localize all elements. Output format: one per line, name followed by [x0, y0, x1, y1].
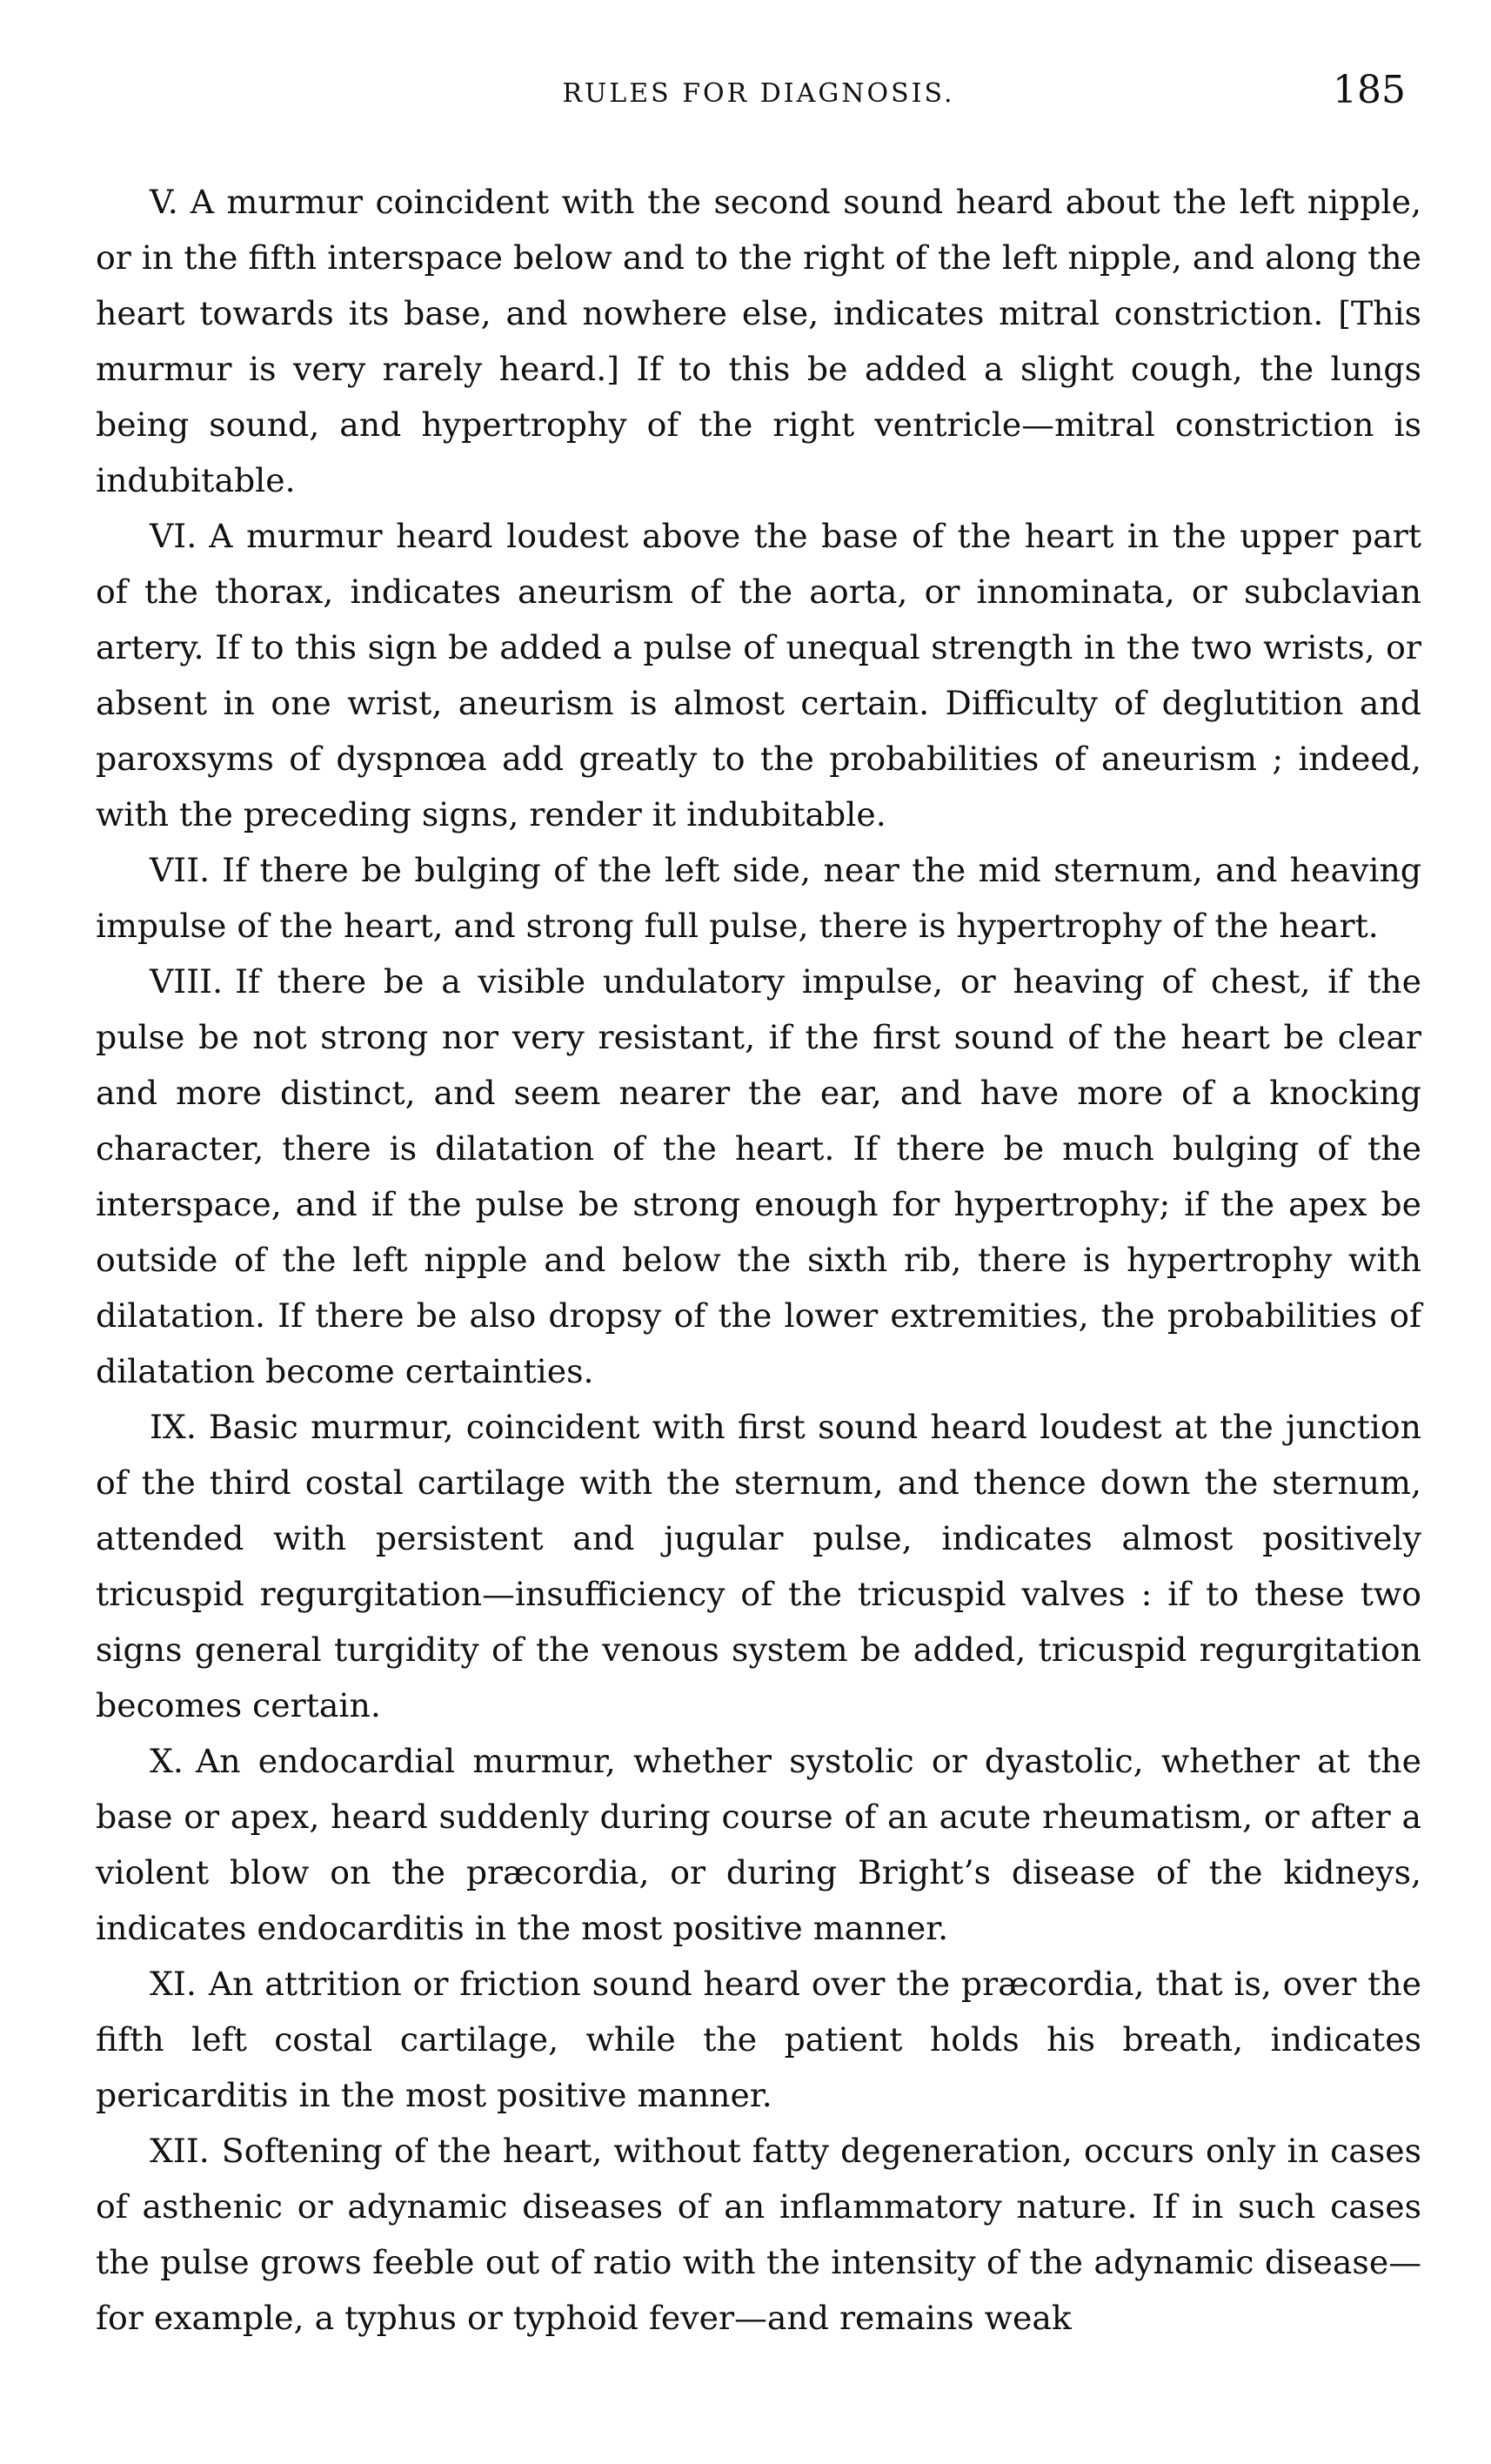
paragraph-text: Softening of the heart, without fatty degeneration, occurs only in cases of asthenic or adynamic diseases of an inflammatory nature. If in such cases the pulse grows feeble out of ratio with the intensity of the adynamic disease—for example, a typhus or typhoid fever—and remains weak [96, 2132, 1421, 2337]
paragraph-vi [96, 508, 1421, 842]
paragraph-number: X. [150, 1742, 184, 1780]
paragraph-number: V. [150, 183, 178, 221]
paragraph-x [96, 1733, 1421, 1956]
paragraph-viii [96, 954, 1421, 1399]
paragraph-number: XI. [150, 1965, 197, 2003]
paragraph-number: VIII. [150, 962, 224, 1001]
paragraph-number: VII. [150, 851, 211, 889]
paragraph-text: If there be a visible undulatory impulse, or heaving of chest, if the pulse be not strong nor very resistant, if the first sound of the heart be clear and more distinct, and seem nearer the ear, and have more of a knocking character, there is dilatation of the heart. If there be much bulging of the interspace, and if the pulse be strong enough for hypertrophy; if the apex be outside of the left nipple and below the sixth rib, there is hypertrophy with dilatation. If there be also dropsy of the lower extremities, the probabilities of dilatation become certainties. [96, 962, 1421, 1390]
paragraph-text: An endocardial murmur, whether systolic or dyastolic, whether at the base or apex, heard suddenly during course of an acute rheumatism, or after a violent blow on the præcordia, or during Bright’s disease of the kidneys, indicates endocarditis in the most positive manner. [96, 1742, 1421, 1947]
paragraph-text: An attrition or friction sound heard over the præcordia, that is, over the fifth left costal cartilage, while the patient holds his breath, indicates pericarditis in the most positive manner. [96, 1965, 1421, 2114]
running-head [96, 68, 1421, 137]
paragraph-number: XII. [150, 2132, 210, 2170]
paragraph-v [96, 174, 1421, 508]
paragraph-xi [96, 1956, 1421, 2123]
paragraph-xii [96, 2123, 1421, 2346]
paragraph-ix [96, 1399, 1421, 1733]
body-text [96, 174, 1421, 2346]
paragraph-text: A murmur heard loudest above the base of the heart in the upper part of the thorax, indicates aneurism of the aorta, or innominata, or subclavian artery. If to this sign be added a pulse of unequal strength in the two wrists, or absent in one wrist, aneurism is almost certain. Difficulty of deglutition and paroxsyms of dyspnœa add greatly to the probabilities of aneurism ; indeed, with the preceding signs, render it indubitable. [96, 517, 1421, 834]
page-number: 185 [1333, 68, 1406, 112]
paragraph-vii [96, 842, 1421, 954]
paragraph-text: If there be bulging of the left side, near the mid sternum, and heaving impulse of the heart, and strong full pulse, there is hypertrophy of the heart. [96, 851, 1421, 945]
paragraph-number: IX. [150, 1408, 197, 1446]
running-title: RULES FOR DIAGNOSIS. [562, 78, 955, 109]
paragraph-text: A murmur coincident with the second sound heard about the left nipple, or in the fifth interspace below and to the right of the left nipple, and along the heart towards its base, and nowhere else, indicates mitral constriction. [This murmur is very rarely heard.] If to this be added a slight cough, the lungs being sound, and hypertrophy of the right ventricle—mitral constriction is indubitable. [96, 183, 1421, 499]
paragraph-number: VI. [150, 517, 197, 555]
paragraph-text: Basic murmur, coincident with first sound heard loudest at the junction of the third costal cartilage with the sternum, and thence down the sternum, attended with persistent and jugular pulse, indicates almost positively tricuspid regurgitation—insufficiency of the tricuspid valves : if to these two signs general turgidity of the venous system be added, tricuspid regurgitation becomes certain. [96, 1408, 1421, 1724]
